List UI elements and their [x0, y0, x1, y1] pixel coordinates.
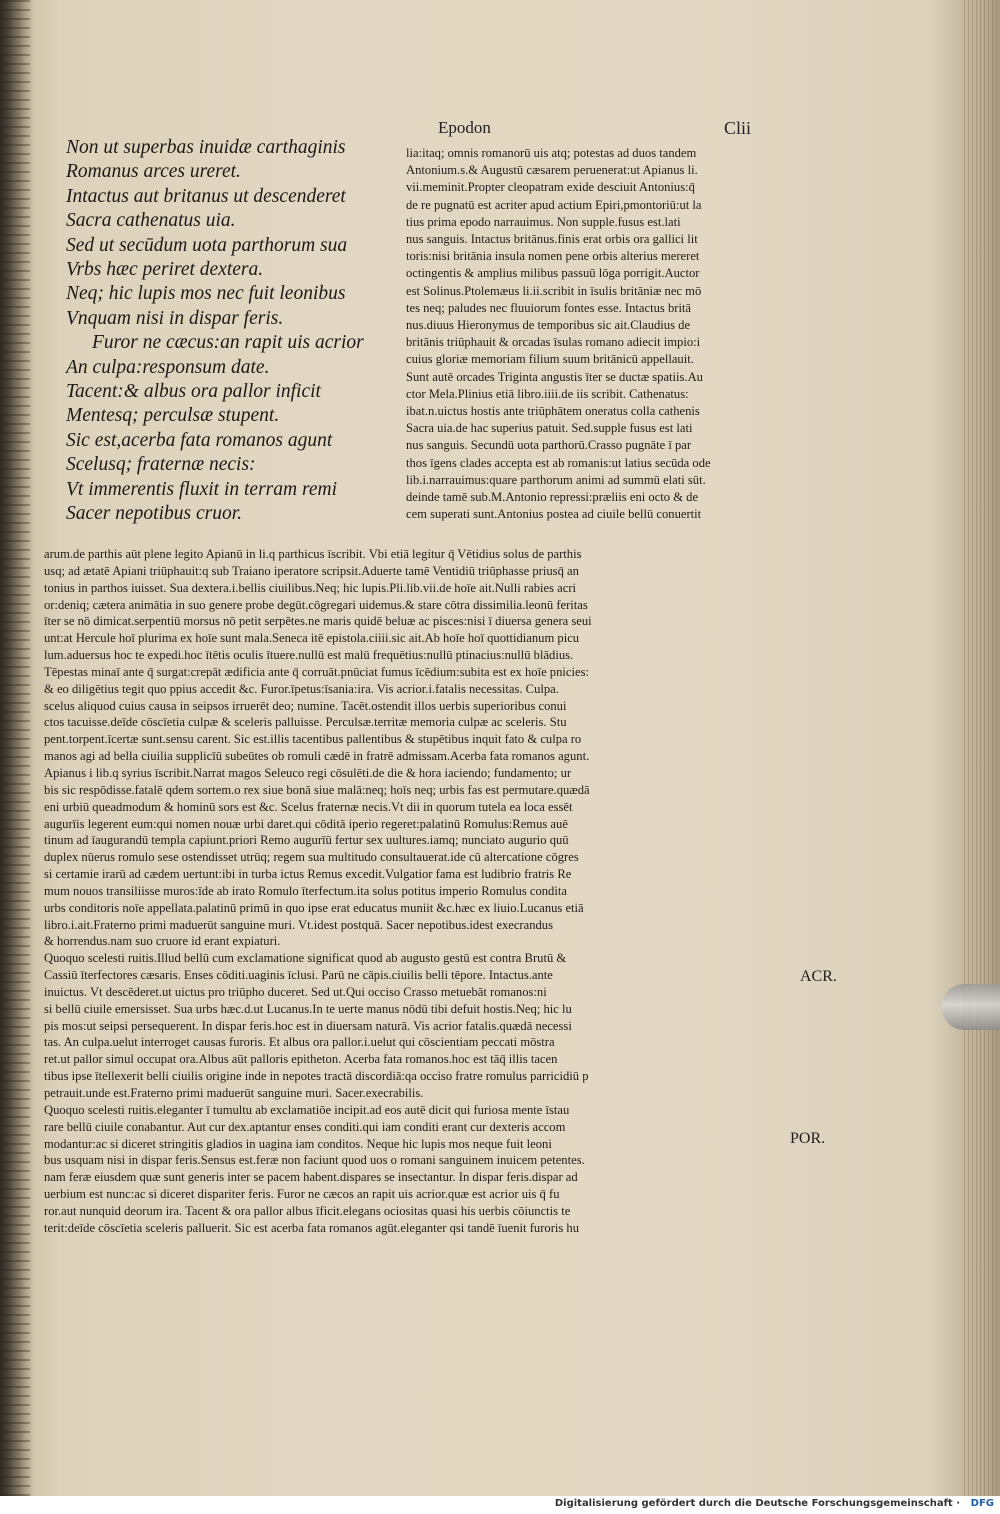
commentary-line: bus usquam nisi in dispar feris.Sensus est.feræ non faciunt quod uos o romani sanguinem inuicem petentes. [44, 1153, 585, 1168]
verse-line: Vt immerentis fluxit in terram remi [66, 478, 337, 500]
verse-line: Intactus aut britanus ut descenderet [66, 185, 346, 207]
commentary-line: eni urbiū queadmodum & hominū sors est &c. Scelus fraternæ necis.Vt dii in quorum tutela ea loca essēt [44, 799, 573, 814]
commentary-line: augurīis legerent eum:qui nomen nouæ urbi daret.qui cōditā iperio regeret:palatinū Romulus:Remus auē [44, 816, 568, 831]
commentary-line: scelus aliquod cuius causa in seipsos irruerēt deo; numine. Tacēt.ostendit illos uerbis superioribus conui [44, 698, 567, 713]
commentary-line: tinum ad īaugurandū templa capiunt.priori Remo augurīū fertur sex uultures.iamq; nunciato augurio quū [44, 833, 569, 848]
verse-line: Sacer nepotibus cruor. [66, 503, 243, 525]
commentary-line: tius prima epodo narrauimus. Non supple.fusus est.lati [406, 214, 681, 229]
commentary-line: & eo diligētius tegit quo ppius accedit &c. Furor.īpetus:īsania:ira. Vis acrior.i.fatalis necessitas. Culpa. [44, 681, 559, 696]
commentary-line: cem superati sunt.Antonius postea ad ciuile bellū conuertit [406, 507, 702, 522]
commentary-line: vii.meminit.Propter cleopatram exide desciuit Antonius:q̄ [406, 180, 695, 195]
commentary-line: īter se nō dimicat.serpentiū morsus nō petit serpētes.ne maris quidē beluæ ac pisces:nisi ī diuersa genera seui [44, 614, 592, 629]
verse-line: Vnquam nisi in dispar feris. [66, 307, 284, 329]
commentary-line: Quoquo scelesti ruitis.Illud bellū cum exclamatione significat quod ab augusto gestū est contra Brutū & [44, 951, 567, 966]
commentary-line: toris:nisi britānia insula nomen pene orbis alterius mereret [406, 249, 700, 264]
commentary-line: nus.diuus Hieronymus de temporibus sic ait.Claudius de [406, 318, 691, 333]
commentary-line: libro.i.ait.Fraterno primi maduerūt sanguine muri. Vt.idest postquā. Sacer nepotibus.idest execrandus [44, 917, 554, 932]
folio-number: Clii [724, 118, 752, 138]
commentary-line: nus sanguis. Secundū uota parthorū.Crasso pugnāte ī par [406, 438, 692, 453]
verse-line: Romanus arces ureret. [66, 161, 241, 183]
commentary-full-width [44, 546, 816, 1237]
verse-line: Scelusq; fraternæ necis: [66, 454, 256, 476]
verse-line: Sed ut secūdum uota parthorum sua [66, 234, 348, 256]
commentary-line: lib.i.narrauimus:quare parthorum animi ad summū elati sūt. [406, 472, 706, 487]
dfg-logo: DFG [970, 1498, 994, 1509]
commentary-line: ctor Mela.Plinius etiā libro.iiii.de iis scribit. Cathenatus: [406, 386, 689, 401]
commentary-line: urbs conditoris noīe appellata.palatinū primū in quo ipse erat educatus muniit &c.hæc ex liuio.Lucanus etiā [44, 900, 584, 915]
commentary-line: & horrendus.nam suo cruore id erant expiaturi. [44, 934, 281, 949]
commentary-line: arum.de parthis aūt plene legito Apianū in li.q parthicus īscribit. Vbi etiā legitur q̄ Vētidius solus de parthis [44, 547, 582, 561]
commentary-line: tibus ipse ītellexerit belli ciuilis origine inde in nepotes tractā discordiā:qa occiso fratre romulus parricidiū p [44, 1069, 589, 1084]
verse-block [66, 136, 396, 527]
commentary-line: Tēpestas minaī ante q̄ surgat:crepāt ædificia ante q̄ corruāt.pnūciat fumus īcēdium:subita est ex hoīe pnicies: [44, 664, 589, 679]
commentary-line: tes neq; paludes nec fluuiorum fontes esse. Intactus britā [406, 300, 692, 315]
verse-line: Sacra cathenatus uia. [66, 210, 236, 232]
commentary-line: petrauit.unde est.Fraterno primi maduerūt sanguine muri. Sacer.execrabilis. [44, 1086, 424, 1100]
commentary-line: tonius in parthos iuisset. Sua dextera.i.bellis ciuilibus.Neq; hic lupis.Pli.lib.vii.de hoīe ait.Nulli rabies acri [44, 580, 577, 595]
commentary-line: Apianus i lib.q syrius īscribit.Narrat magos Seleuco regi cōsulēti.de die & hora iaciendo; fundamento; ur [44, 765, 572, 780]
commentary-line: si bellū ciuile emersisset. Sua urbs hæc.d.ut Lucanus.In te uerte manus nōdū tibi defuit hostis.Neq; hic lu [44, 1001, 572, 1016]
commentary-line: ror.aut nunquid deorum ira. Tacent & ora pallor albus īficit.elegans ociositas quasi his uerbis cōiunctis te [44, 1203, 571, 1218]
commentary-line: bis sic respōdisse.fatalē qdem sortem.o rex siue bonā siue malā:neq; hoīs neq; urbis fas est permutare.quædā [44, 782, 590, 797]
commentary-line: cuius gloriæ memoriam filium suum britānicū appellauit. [406, 352, 694, 367]
commentary-line: pent.torpent.īcertæ sunt.sensu carent. Sic est.illis tacentibus pallentibus & stupētibus inquit fato & culpa ro [44, 732, 582, 747]
commentary-line: terit:deīde cōscīetia sceleris palluerit. Sic est acerba fata romanos agūt.eleganter qsi tandē īuenit furoris hu [44, 1220, 580, 1235]
commentary-line: manos agi ad bella ciuilia supplicīū subeūtes ob romuli cædē in fratrē admissam.Acerba fata romanos agunt. [44, 749, 590, 764]
commentary-line: Antonium.s.& Augustū cæsarem peruenerat:ut Apianus li. [406, 163, 698, 178]
commentary-line: si certamie irarū ad cædem uertunt:ibi in turba ictus Remus excedit.Vulgatior fama est ludibrio fratris Re [44, 867, 572, 882]
commentary-line: or:deniq; cætera animātia in suo genere probe degūt.cōgregari uidemus.& stare cōtra dissimilia.leonū feritas [44, 597, 588, 612]
verse-line: Furor ne cæcus:an rapit uis acrior [92, 332, 364, 354]
book-clip [942, 984, 1000, 1030]
commentary-line: tas. An culpa.uelut interroget causas furoris. Et albus ora pallor.i.uelut qui cōscientiam peccati mōstra [44, 1035, 555, 1050]
margin-note-por: POR. [790, 1130, 826, 1147]
commentary-line: duplex nūerus romulo sese ostendisset utrūq; regem sua multitudo consultauerat.ide cū altercatione cōgres [44, 850, 579, 865]
commentary-line: modantur:ac si diceret stringitis gladios in uagina iam conditos. Neque hic lupis mos neque fuit leoni [44, 1136, 552, 1151]
commentary-line: nam feræ eiusdem quæ sunt generis inter se pacem habent.dispares se insectantur. In dispar feris.dispar ad [44, 1170, 578, 1185]
commentary-line: inuictus. Vt descēderet.ut uictus pro triūpho duceret. Sed ut.Qui occiso Crasso metuebāt romanos:ni [44, 984, 547, 999]
commentary-line: mum nouos transiliisse muros:īde ab irato Romulo īterfectum.ita solus potitus imperio Romulus condita [44, 883, 567, 898]
commentary-line: lia:itaq; omnis romanorū uis atq; potestas ad duos tandem [406, 146, 697, 160]
commentary-line: ibat.n.uictus hostis ante triūphātem oneratus colla cathenis [406, 404, 700, 419]
commentary-line: de re pugnatū est acriter apud actium Epiri,pmontoriū:ut la [406, 197, 702, 212]
verse-line: Neq; hic lupis mos nec fuit leonibus [66, 283, 346, 305]
commentary-line: Quoquo scelesti ruitis.eleganter ī tumultu ab exclamatiōe incipit.ad eos autē dicit qui furiosa mente īstau [44, 1102, 570, 1117]
commentary-line: britānis triūphauit & orcadas īsulas romano adiecit impio:i [406, 335, 701, 350]
commentary-line: ret.ut pallor simul occupat ora.Albus aūt palloris epitheton. Acerba fata romanos.hoc est tāq̄ illis tacen [44, 1052, 558, 1067]
commentary-line: octingentis & amplius milibus passuū lōga porrigit.Auctor [406, 266, 700, 281]
commentary-line: Cassiū īterfectores cæsaris. Enses cōditi.uaginis īclusi. Parū ne cāpis.ciuilis belli tēpore. Intactus.ante [44, 968, 553, 983]
facing-page-edge [0, 0, 30, 1496]
commentary-line: unt:at Hercule hoī plurima ex hoīe sunt mala.Seneca itē epistola.ciiii.sic ait.Ab hoīe hoī quottidianum picu [44, 631, 580, 646]
footer-bar [0, 1496, 1000, 1514]
commentary-line: Sacra uia.de hac superius patuit. Sed.supple fusus est lati [406, 421, 693, 436]
verse-line: Non ut superbas inuidæ carthaginis [66, 137, 346, 158]
page-stack-edge [964, 0, 1000, 1496]
commentary-line: rare bellū ciuile conabantur. Aut cur dex.aptantur enses conditi.qui iam conditi erant cur dexteris accom [44, 1119, 566, 1134]
commentary-line: thos īgens clades accepta est ab romanis:ut latius secūda ode [406, 455, 711, 470]
verse-line: Mentesq; perculsæ stupent. [66, 405, 280, 427]
verse-line: Sic est,acerba fata romanos agunt [66, 429, 333, 451]
commentary-line: nus sanguis. Intactus britānus.finis erat orbis ora gallici lit [406, 232, 698, 247]
commentary-line: est Solinus.Ptolemæus li.ii.scribit in īsulis britāniæ nec mō [406, 283, 702, 298]
commentary-line: lum.aduersus hoc te expedi.hoc ītētis oculis ītuere.nullū est malū frequētius:nullū ptinacius:nullū blādius. [44, 648, 574, 663]
margin-note-acr: ACR. [800, 968, 837, 985]
commentary-line: uerbium est nunc:ac si diceret dispariter feris. Furor ne cæcos an rapit uis acrior.quæ est acrior uis q̄ fu [44, 1187, 560, 1202]
commentary-line: ctos tacuisse.deīde cōscīetia culpæ & sceleris palluisse. Perculsæ.territæ memoria culpæ ac sceleris. Stu [44, 715, 567, 730]
verse-line: An culpa:responsum date. [66, 356, 270, 378]
verse-line: Tacent:& albus ora pallor inficit [66, 381, 321, 403]
running-head: Epodon [438, 118, 491, 137]
commentary-line: usq; ad ætatē Apiani triūphauit:q sub Traiano iperatore scripsit.Aduerte tamē Ventidiū triūphasse priusq̄ an [44, 563, 579, 578]
commentary-line: pis mos:ut seipsi persequerent. In dispar feris.hoc est in diuersam naturā. Vis acrior fatalis.quædā necessi [44, 1018, 572, 1033]
footer-credit: Digitalisierung gefördert durch die Deutsche Forschungsgemeinschaft · [554, 1498, 960, 1509]
commentary-line: deinde tamē sub.M.Antonio repressi:præliis eni octo & de [406, 490, 699, 505]
commentary-line: Sunt autē orcades Triginta angustis īter se ductæ spatiis.Au [406, 369, 703, 384]
commentary-right-column [406, 145, 824, 523]
verse-line: Vrbs hæc periret dextera. [66, 259, 264, 281]
